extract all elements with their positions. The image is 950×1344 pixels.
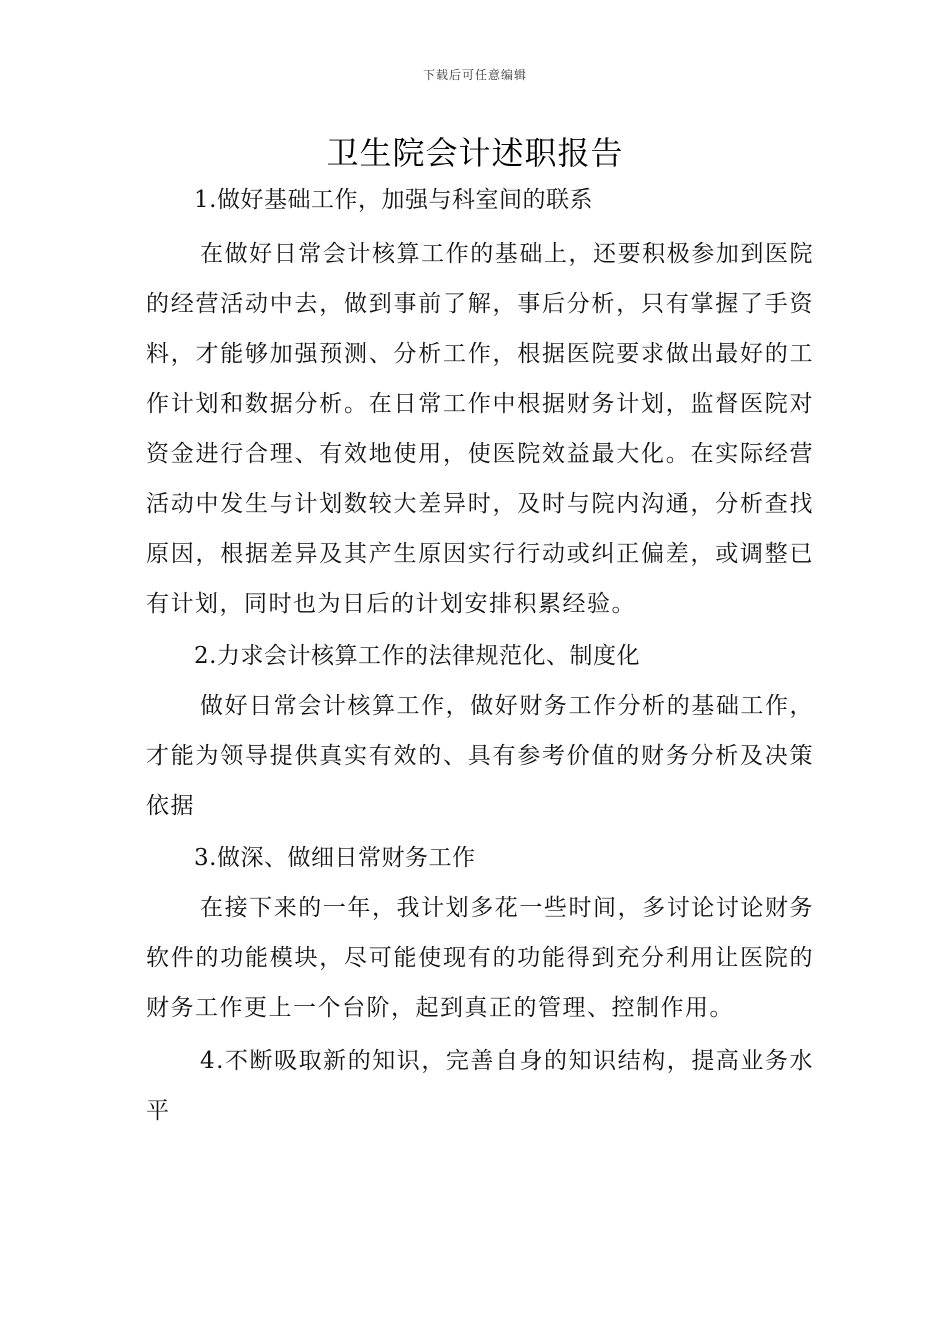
section-body-2: 做好日常会计核算工作，做好财务工作分析的基础工作，才能为领导提供真实有效的、具有参考价值的财务分析及决策依据 — [146, 693, 814, 819]
section-body-3: 在接下来的一年，我计划多花一些时间，多讨论讨论财务软件的功能模块，尽可能使现有的功能得到充分利用让医院的财务工作更上一个台阶，起到真正的管理、控制作用。 — [146, 895, 814, 1021]
section-heading-2: 2.力求会计核算工作的法律规范化、制度化 — [194, 643, 640, 669]
section-heading-3: 3.做深、做细日常财务工作 — [194, 845, 476, 871]
document-title: 卫生院会计述职报告 — [326, 134, 624, 172]
section-heading-1: 1.做好基础工作，加强与科室间的联系 — [194, 187, 593, 213]
header-note: 下载后可任意编辑 — [422, 68, 527, 82]
section-body-1: 在做好日常会计核算工作的基础上，还要积极参加到医院的经营活动中去，做到事前了解，事后分析，只有掌握了手资料，才能够加强预测、分析工作，根据医院要求做出最好的工作计划和数据分析。在日常工作中根据财务计划，监督医院对资金进行合理、有效地使用，使医院效益最大化。在实际经营活动中发生与计划数较大差异时，及时与院内沟通，分析查找原因，根据差异及其产生原因实行行动或纠正偏差，或调整已有计划，同时也为日后的计划安排积累经验。 — [146, 241, 814, 617]
document-body — [146, 178, 814, 1136]
section-heading-4: 4.不断吸取新的知识，完善自身的知识结构，提高业务水平 — [146, 1048, 814, 1124]
